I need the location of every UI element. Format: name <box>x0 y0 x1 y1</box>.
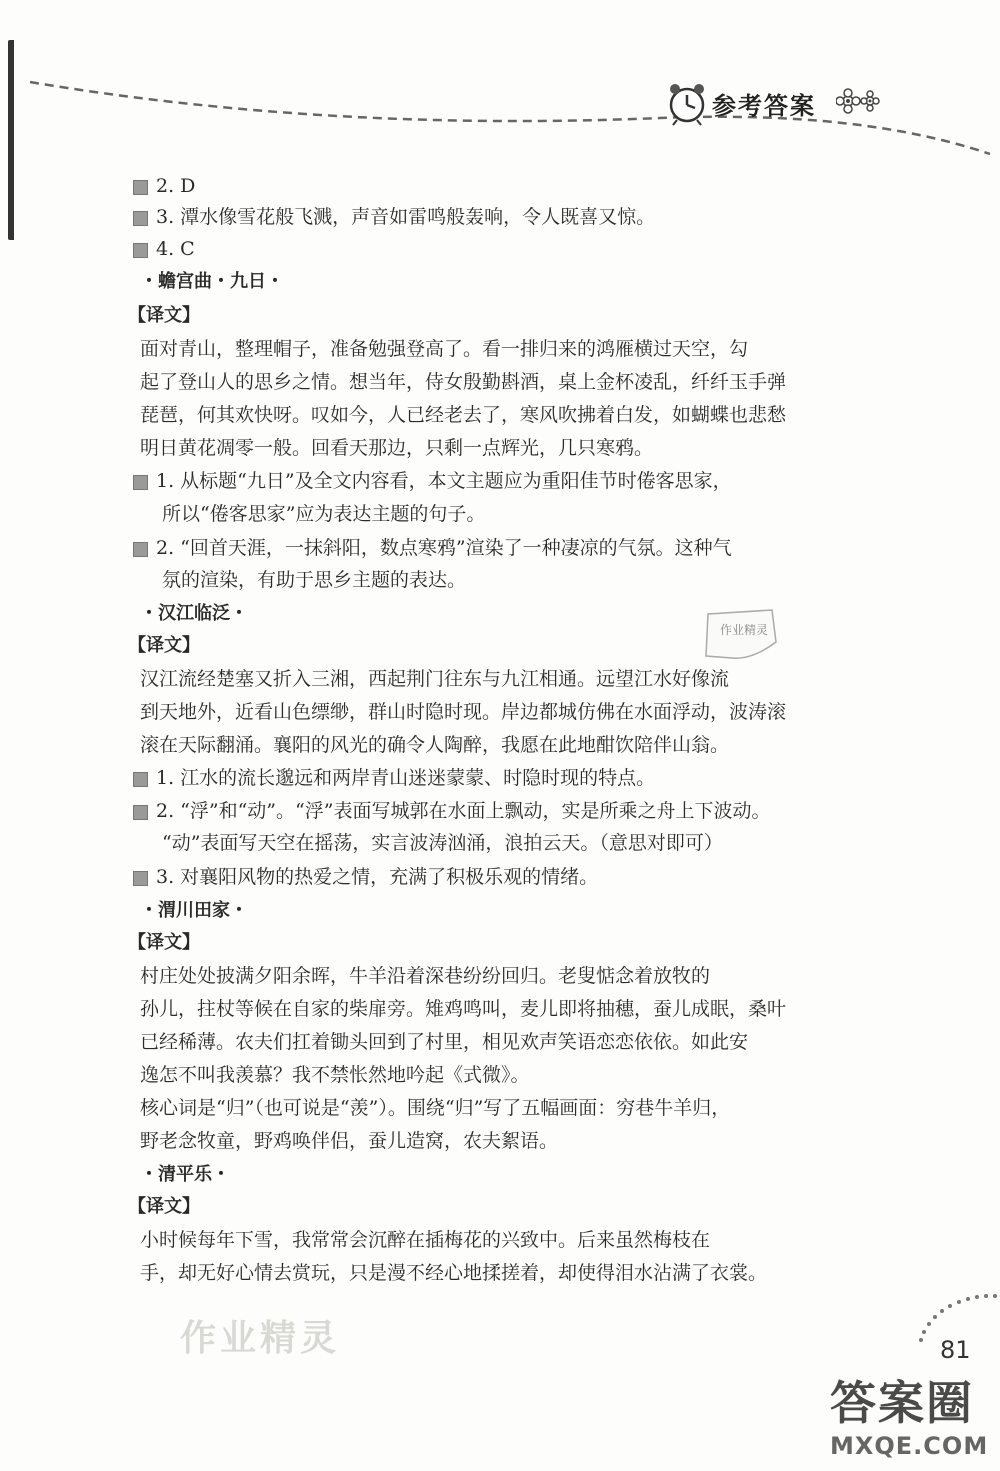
paragraph-line: 滚在天际翻涌。襄阳的风光的确令人陶醉，我愿在此地酣饮陪伴山翁。 <box>140 734 730 756</box>
section-heading: ・渭川田家・ <box>140 900 248 921</box>
paragraph-line: 小时候每年下雪，我常常会沉醉在插梅花的兴致中。后来虽然梅枝在 <box>140 1229 711 1251</box>
answer-marker-icon <box>133 542 148 557</box>
answer-line: 氛的渲染，有助于思乡主题的表达。 <box>162 569 467 591</box>
answer-line: 4. C <box>133 236 195 262</box>
answer-marker-icon <box>133 871 148 886</box>
answer-marker-icon <box>133 772 148 787</box>
paragraph-line: 起了登山人的思乡之情。想当年，侍女殷勤斟酒，桌上金杯凌乱，纤纤玉手弹 <box>140 371 787 393</box>
answer-line: 2. “浮”和“动”。“浮”表面写城郭在水面上飘动，实是所乘之舟上下波动。 <box>133 798 770 824</box>
answer-line: 3. 对襄阳风物的热爱之情，充满了积极乐观的情绪。 <box>133 864 598 890</box>
page-title: 参考答案 <box>712 92 816 120</box>
paragraph-line: 已经稀薄。农夫们扛着锄头回到了村里，相见欢声笑语恋恋依依。如此安 <box>140 1031 749 1053</box>
paragraph-line: 逸怎不叫我羡慕？我不禁怅然地吟起《式微》。 <box>140 1064 530 1086</box>
site-brand: 答案圈 <box>830 1376 974 1430</box>
answer-marker-icon <box>133 180 148 195</box>
page-number: 81 <box>940 1336 971 1364</box>
answer-marker-icon <box>133 211 148 226</box>
site-logo <box>830 1378 988 1460</box>
answer-line: 2. “回首天涯，一抹斜阳，数点寒鸦”渲染了一种凄凉的气氛。这种气 <box>133 535 732 561</box>
answer-line: 1. 江水的流长邈远和两岸青山迷迷蒙蒙、时隐时现的特点。 <box>133 765 655 791</box>
answer-line: 2. D <box>133 173 195 199</box>
section-heading: ・清平乐・ <box>140 1164 230 1185</box>
section-heading: ・汉江临泛・ <box>140 603 248 624</box>
stamp-logo <box>702 608 782 664</box>
answer-marker-icon <box>133 475 148 490</box>
translation-label: 【译文】 <box>128 635 200 656</box>
section-heading: ・蟾宫曲・九日・ <box>140 271 284 292</box>
alarm-clock-icon <box>664 80 710 126</box>
paragraph-line: 明日黄花凋零一般。回看天那边，只剩一点辉光，几只寒鸦。 <box>140 437 654 459</box>
paragraph-line: 到天地外，近看山色缥缈，群山时隐时现。岸边都城仿佛在水面浮动，波涛滚 <box>140 701 787 723</box>
paragraph-line: 琵琶，何其欢快呀。叹如今，人已经老去了，寒风吹拂着白发，如蝴蝶也悲愁 <box>140 404 787 426</box>
paragraph-line: 手，却无好心情去赏玩，只是漫不经心地揉搓着，却使得泪水沾满了衣裳。 <box>140 1262 768 1284</box>
answer-line: 3. 潭水像雪花般飞溅，声音如雷鸣般轰响，令人既喜又惊。 <box>133 204 655 230</box>
paragraph-line: 面对青山，整理帽子，准备勉强登高了。看一排归来的鸿雁横过天空，勾 <box>140 338 749 360</box>
svg-text:作业精灵: 作业精灵 <box>720 623 769 637</box>
paragraph-line: 核心词是“归”（也可说是“羡”）。围绕“归”写了五幅画面：穷巷牛羊归， <box>140 1097 731 1119</box>
paragraph-line: 孙儿，拄杖等候在自家的柴扉旁。雉鸡鸣叫，麦儿即将抽穗，蚕儿成眠，桑叶 <box>140 998 787 1020</box>
paragraph-line: 汉江流经楚塞又折入三湘，西起荆门往东与九江相通。远望江水好像流 <box>140 668 730 690</box>
answer-line: “动”表面写天空在摇荡，实言波涛汹涌，浪拍云天。（意思对即可） <box>162 832 723 854</box>
translation-label: 【译文】 <box>128 305 200 326</box>
answer-marker-icon <box>133 805 148 820</box>
translation-label: 【译文】 <box>128 1196 200 1217</box>
watermark: 作业精灵 <box>180 1318 341 1359</box>
answer-marker-icon <box>133 243 148 258</box>
paragraph-line: 野老念牧童，野鸡唤伴侣，蚕儿造窝，农夫絮语。 <box>140 1130 559 1152</box>
paragraph-line: 村庄处处披满夕阳余晖，牛羊沿着深巷纷纷回归。老叟惦念着放牧的 <box>140 965 711 987</box>
answer-line: 1. 从标题“九日”及全文内容看，本文主题应为重阳佳节时倦客思家， <box>133 468 732 494</box>
site-url: MXQE.COM <box>830 1432 989 1460</box>
answer-line: 所以“倦客思家”应为表达主题的句子。 <box>162 503 486 525</box>
translation-label: 【译文】 <box>128 932 200 953</box>
flower-icon <box>836 88 884 114</box>
